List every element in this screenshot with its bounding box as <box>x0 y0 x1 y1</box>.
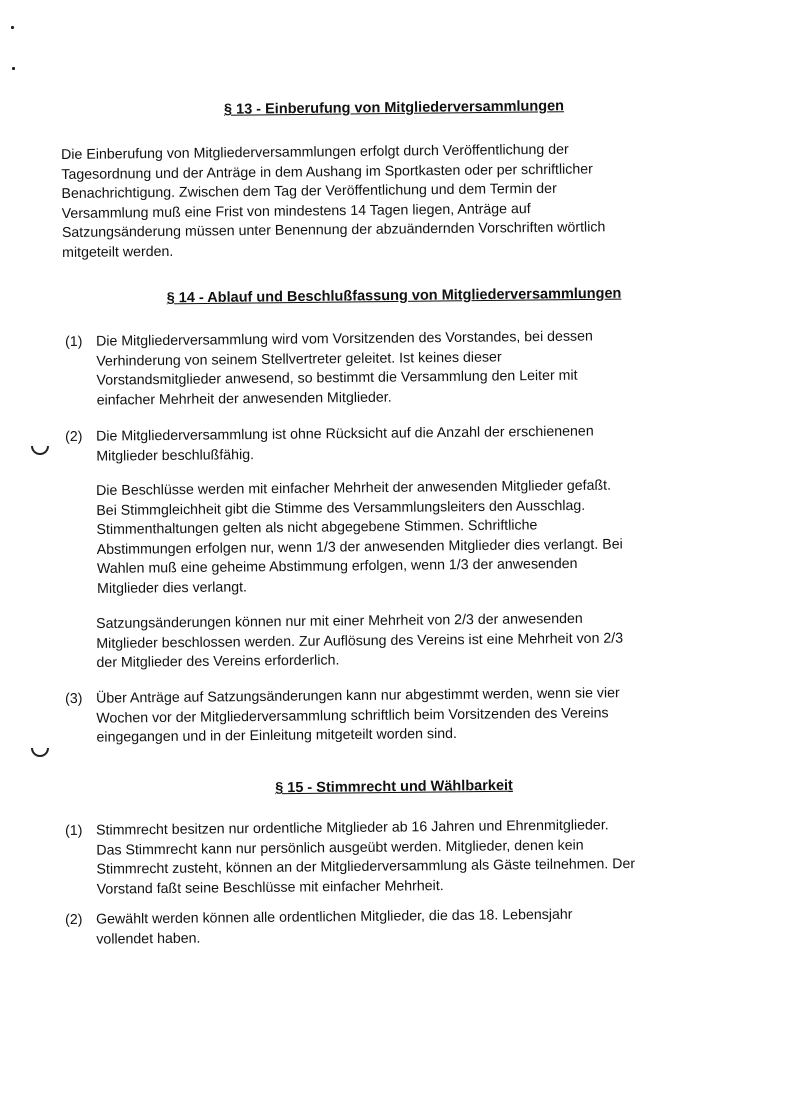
text-line: Bei Stimmgleichheit gibt die Stimme des Versammlungsleiters den Ausschlag. <box>96 497 586 519</box>
text-line: Mitglieder beschlossen werden. Zur Auflösung des Vereins ist eine Mehrheit von 2/3 <box>96 629 624 652</box>
text-line: Die Mitgliederversammlung wird vom Vorsitzenden des Vorstandes, bei dessen <box>96 328 593 350</box>
text-line: Über Anträge auf Satzungsänderungen kann nur abgestimmt werden, wenn sie vier <box>96 685 620 707</box>
text-line: Verhinderung von seinem Stellvertreter geleitet. Ist keines dieser <box>96 348 502 370</box>
item-number: (1) <box>65 333 83 350</box>
section-14-item-2-paragraph-1 <box>96 476 623 599</box>
text-line: Die Mitgliederversammlung ist ohne Rücksicht auf die Anzahl der erschienenen <box>96 423 594 445</box>
section-heading-15: § 15 - Stimmrecht und Wählbarkeit <box>275 777 513 797</box>
text-line: eingegangen und in der Einleitung mitgeteilt worden sind. <box>96 725 458 746</box>
section-heading-13: § 13 - Einberufung von Mitgliederversammlungen <box>223 98 565 118</box>
text-line: Gewählt werden können alle ordentlichen Mitglieder, die das 18. Lebensjahr <box>96 906 573 928</box>
punch-hole-mark <box>31 748 49 757</box>
text-line: Wochen vor der Mitgliederversammlung schriftlich beim Vorsitzenden des Vereins <box>96 704 609 727</box>
text-line: Stimmenthaltungen gelten als nicht abgegebene Stimmen. Schriftliche <box>96 517 538 538</box>
text-line: Benachrichtigung. Zwischen dem Tag der Veröffentlichung und dem Termin der <box>61 180 557 202</box>
text-line: mitgeteilt werden. <box>62 243 174 261</box>
section-14-item-3 <box>65 684 620 748</box>
text-line: Stimmrecht besitzen nur ordentliche Mitglieder ab 16 Jahren und Ehrenmitglieder. <box>96 817 609 839</box>
section-15-item-1 <box>65 816 635 900</box>
text-line: Tagesordnung und der Anträge in dem Aushang im Sportkasten oder per schriftlicher <box>61 160 593 183</box>
text-line: vollendet haben. <box>96 930 201 948</box>
item-number: (2) <box>65 911 83 928</box>
text-line: Das Stimmrecht kann nur persönlich ausgeübt werden. Mitglieder, denen kein <box>96 837 584 859</box>
text-line: der Mitglieder des Vereins erforderlich. <box>96 652 340 671</box>
text-line: Mitglieder dies verlangt. <box>97 578 248 597</box>
text-line: Die Einberufung von Mitgliederversammlungen erfolgt durch Veröffentlichung der <box>61 141 569 163</box>
text-line: Satzungsänderung müssen unter Benennung der abzuändernden Vorschriften wörtlich <box>61 219 606 241</box>
scan-speck <box>11 26 14 29</box>
section-13-paragraph <box>61 140 606 263</box>
text-line: Vorstandsmitglieder anwesend, so bestimmt die Versammlung den Leiter mit <box>96 367 578 389</box>
item-number: (2) <box>65 428 83 445</box>
text-line: einfacher Mehrheit der anwesenden Mitglieder. <box>96 389 392 409</box>
section-heading-14: § 14 - Ablauf und Beschlußfassung von Mitgliederversammlungen <box>166 285 622 307</box>
item-number: (1) <box>65 822 83 839</box>
section-14-item-2 <box>65 422 594 467</box>
item-number: (3) <box>65 690 83 707</box>
section-14-item-1 <box>65 327 594 411</box>
section-14-item-2-paragraph-2 <box>96 609 623 673</box>
scan-speck <box>12 67 15 70</box>
text-line: Stimmrecht zusteht, können an der Mitgliederversammlung als Gäste teilnehmen. Der <box>96 856 636 878</box>
section-15-item-2 <box>65 906 573 950</box>
punch-hole-mark <box>31 446 49 455</box>
text-line: Mitglieder beschlußfähig. <box>96 446 255 465</box>
text-line: Vorstand faßt seine Beschlüsse mit einfacher Mehrheit. <box>96 877 444 898</box>
text-line: Satzungsänderungen können nur mit einer Mehrheit von 2/3 der anwesenden <box>96 610 583 632</box>
text-line: Abstimmungen erfolgen nur, wenn 1/3 der anwesenden Mitglieder dies verlangt. Bei <box>96 535 623 558</box>
text-line: Die Beschlüsse werden mit einfacher Mehrheit der anwesenden Mitglieder gefaßt. <box>96 477 612 499</box>
text-line: Versammlung muß eine Frist von mindestens 14 Tagen liegen, Anträge auf <box>61 200 531 222</box>
text-line: Wahlen muß eine geheime Abstimmung erfolgen, wenn 1/3 der anwesenden <box>96 555 578 577</box>
